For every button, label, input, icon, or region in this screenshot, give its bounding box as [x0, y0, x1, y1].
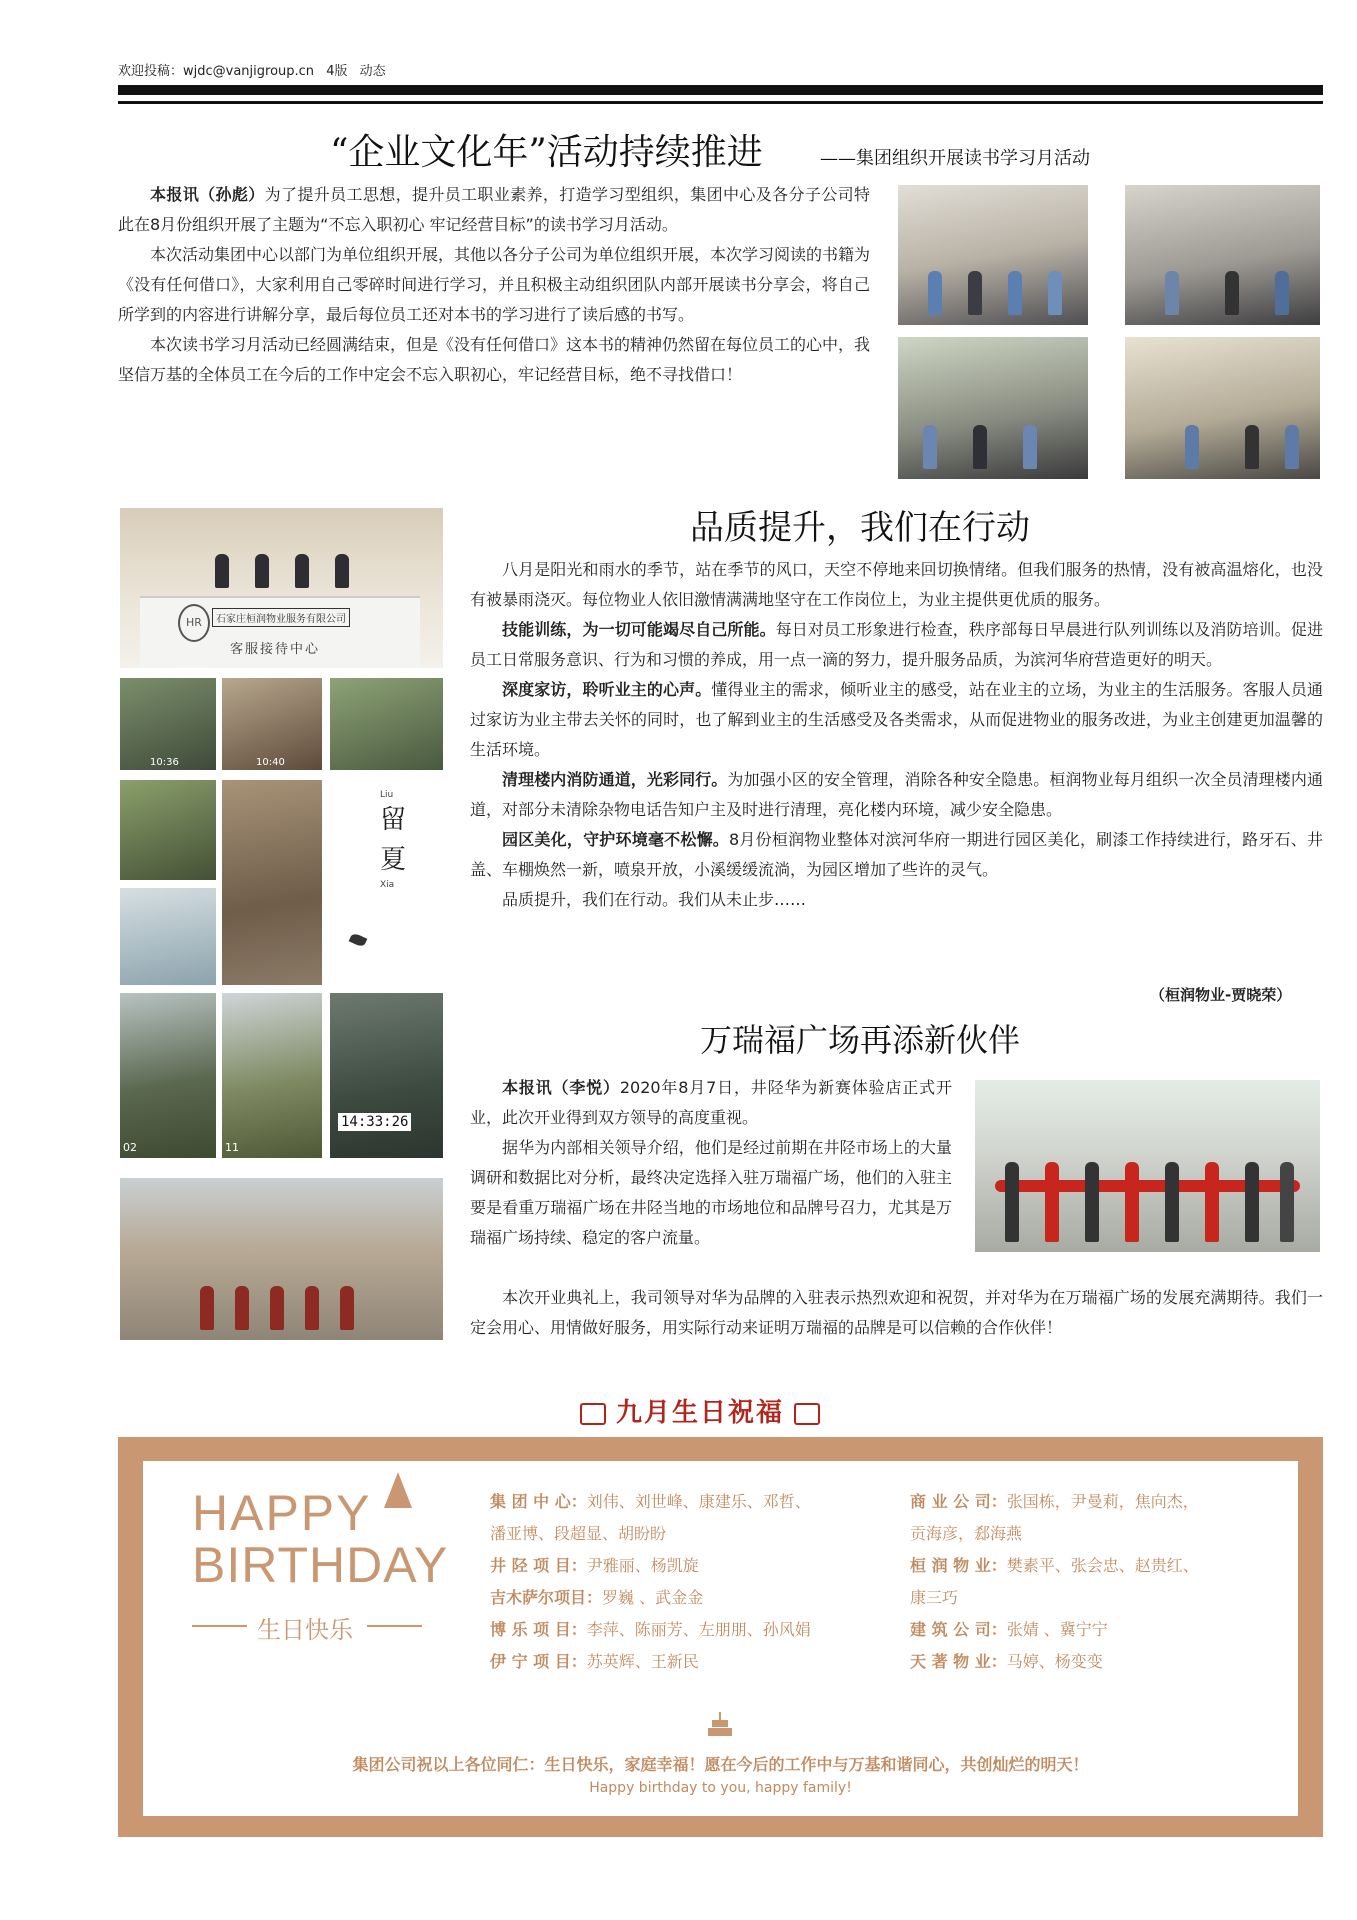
- photo-stairwell: [120, 888, 216, 985]
- photo-security-drill: [120, 1178, 443, 1340]
- group-row: 井 陉 项 目：尹雅丽、杨凯旋: [490, 1556, 699, 1575]
- article3-p3: 本次开业典礼上，我司领导对华为品牌的入驻表示热烈欢迎和祝贺，并对华为在万瑞福广场的发展充满期待。我们一定会用心、用情做好服务，用实际行动来证明万瑞福的品牌是可以信赖的合作伙伴！: [470, 1288, 1323, 1337]
- group-row: 天 著 物 业：马婷、杨变变: [910, 1652, 1103, 1671]
- group-row: 吉木萨尔项目：罗巍 、武金金: [490, 1588, 704, 1607]
- article2-signature: （桓润物业-贾晓荣）: [1150, 986, 1292, 1004]
- photo-meeting-1: [898, 185, 1088, 325]
- group-row: 博 乐 项 目：李萍、陈丽芳、左朋朋、孙风娟: [490, 1620, 811, 1639]
- article3-body-full: [470, 1283, 1323, 1343]
- sign-company-name: 石家庄桓润物业服务有限公司: [212, 608, 350, 627]
- group-row: 商 业 公 司：张国栋，尹曼莉，焦向杰，: [910, 1492, 1199, 1511]
- photo-garden-2: [120, 780, 216, 880]
- group-row-cont: 贡海彦，郄海燕: [910, 1524, 1023, 1543]
- article2-closing: 品质提升，我们在行动。我们从未止步……: [502, 890, 807, 909]
- photo-sweeping: [222, 780, 322, 985]
- photo-clock-stamp: 14:33:26: [338, 1113, 411, 1131]
- header-rule-thick: [118, 85, 1323, 95]
- birthday-word: BIRTHDAY: [192, 1537, 449, 1593]
- sign-reception: 客服接待中心: [230, 642, 321, 657]
- article1-title: “企业文化年”活动持续推进: [330, 132, 763, 173]
- group-row: 建 筑 公 司：张婧 、冀宁宁: [910, 1620, 1108, 1639]
- header-rule-thin: [118, 101, 1323, 104]
- photo-meeting-3: [898, 337, 1088, 479]
- article3-p2: 据华为内部相关领导介绍，他们是经过前期在井陉市场上的大量调研和数据比对分析，最终决定选择入驻万瑞福广场，他们的入驻主要是看重万瑞福广场在井陉当地的市场地位和品牌号召力，尤其是万瑞福广场持续、稳定的客户流量。: [470, 1138, 952, 1247]
- article3-p1: 本报讯（李悦）2020年8月7日，井陉华为新赛体验店正式开业，此次开业得到双方领导的高度重视。: [470, 1078, 952, 1127]
- group-row: 伊 宁 项 目：苏英辉、王新民: [490, 1652, 699, 1671]
- article1-p3: 本次读书学习月活动已经圆满结束，但是《没有任何借口》这本书的精神仍然留在每位员工的心中，我坚信万基的全体员工在今后的工作中定会不忘入职初心，牢记经营目标，绝不寻找借口！: [118, 335, 871, 384]
- page-number: 4版: [326, 64, 348, 79]
- article1-p2: 本次活动集团中心以部门为单位组织开展，其他以各分子公司为单位组织开展，本次学习阅读的书籍为《没有任何借口》，大家利用自己零碎时间进行学习，并且积极主动组织团队内部开展读书分享会，将自己所学到的内容进行讲解分享，最后每位员工还对本书的学习进行了读后感的书写。: [118, 245, 871, 324]
- photo-meeting-2: [1125, 185, 1320, 325]
- article3-title: 万瑞福广场再添新伙伴: [700, 1021, 1021, 1059]
- article2-s4: 园区美化，守护环境毫不松懈。8月份桓润物业整体对滨河华府一期进行园区美化，刷漆工作持续进行，路牙石、井盖、车棚焕然一新，喷泉开放，小溪缓缓流淌，为园区增加了些许的灵气。: [470, 830, 1323, 879]
- birthday-wish-en: Happy birthday to you, happy family!: [589, 1780, 852, 1796]
- cake-icon-left: [580, 1403, 606, 1425]
- section-name: 动态: [359, 64, 386, 79]
- happy-text: HAPPY: [192, 1485, 372, 1541]
- photo-training-1: 10:36: [120, 678, 216, 770]
- birthday-wish-cn: 集团公司祝以上各位同仁：生日快乐，家庭幸福！愿在今后的工作中与万基和谐同心，共创灿烂的明天！: [352, 1755, 1089, 1774]
- photo-training-2: 10:40: [222, 678, 322, 770]
- article1-p1: 本报讯（孙彪）为了提升员工思想，提升员工职业素养，打造学习型组织，集团中心及各分子公司特此在8月份组织开展了主题为“不忘入职初心 牢记经营目标”的读书学习月活动。: [118, 185, 870, 234]
- photo-reception-desk: [120, 508, 443, 668]
- photo-opening-ceremony: [975, 1080, 1320, 1252]
- birthday-right-groups: [910, 1486, 1290, 1678]
- leaf-ornament: [349, 932, 368, 948]
- article2-s2: 深度家访，聆听业主的心声。懂得业主的需求，倾听业主的感受，站在业主的立场，为业主的生活服务。客服人员通过家访为业主带去关怀的同时，也了解到业主的生活感受及各类需求，从而促进物业的服务改进，为业主创建更加温馨的生活环境。: [470, 680, 1323, 759]
- article1-subtitle: ——集团组织开展读书学习月活动: [820, 148, 1090, 169]
- photo-painting-1: 02: [120, 993, 216, 1158]
- birthday-cn-line: 生日快乐: [192, 1610, 442, 1640]
- article2-body: [470, 555, 1323, 915]
- contact-email[interactable]: 欢迎投稿：wjdc@vanjigroup.cn: [118, 64, 315, 79]
- company-logo: HR: [178, 604, 210, 642]
- birthday-title: 九月生日祝福: [580, 1392, 820, 1429]
- liuxia-calligraphy: Liu 留夏 Xia: [380, 790, 407, 890]
- cake-icon: [708, 1712, 732, 1736]
- birthday-left-groups: [490, 1486, 890, 1678]
- photo-garden-1: [330, 678, 443, 770]
- photo-cleaning: [330, 993, 443, 1158]
- article2-p1: 八月是阳光和雨水的季节，站在季节的风口，天空不停地来回切换情绪。但我们服务的热情，没有被高温熔化，也没有被暴雨浇灭。每位物业人依旧激情满满地坚守在工作岗位上，为业主提供更优质的服务。: [470, 560, 1323, 609]
- article2-s1: 技能训练，为一切可能竭尽自己所能。每日对员工形象进行检查，秩序部每日早晨进行队列训练以及消防培训。促进员工日常服务意识、行为和习惯的养成，用一点一滴的努力，提升服务品质，为滨河华府营造更好的明天。: [470, 620, 1323, 669]
- page-header: [118, 60, 394, 79]
- article1-body: [118, 180, 870, 390]
- group-row-cont: 潘亚博、段超显、胡盼盼: [490, 1524, 667, 1543]
- photo-meeting-4: [1125, 337, 1320, 479]
- article2-title: 品质提升，我们在行动: [690, 508, 1030, 548]
- article2-s3: 清理楼内消防通道，光彩同行。为加强小区的安全管理，消除各种安全隐患。桓润物业每月组织一次全员清理楼内通道，对部分未清除杂物电话告知户主及时进行清理，亮化楼内环境，减少安全隐患。: [470, 770, 1323, 819]
- party-hat-icon: [384, 1472, 412, 1508]
- photo-painting-2: 11: [222, 993, 322, 1158]
- article1-byline: 本报讯（孙彪）: [150, 185, 265, 204]
- article3-body: [470, 1073, 952, 1253]
- group-row-cont: 康三巧: [910, 1588, 959, 1607]
- group-row: 集 团 中 心：刘伟、刘世峰、康建乐、邓哲、: [490, 1492, 811, 1511]
- cake-icon-right: [794, 1403, 820, 1425]
- group-row: 桓 润 物 业：樊素平、张会忠、赵贵红、: [910, 1556, 1199, 1575]
